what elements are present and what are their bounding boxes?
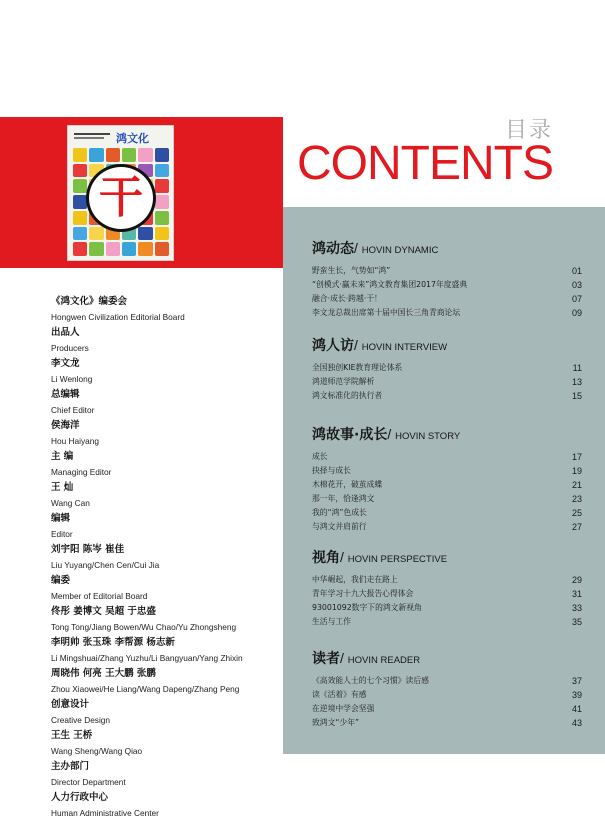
toc-entry-title: 鸿文标准化的执行者 [312, 391, 383, 400]
toc-entry-title: 《高效能人士的七个习惯》读后感 [312, 676, 429, 685]
toc-entry-page: 33 [571, 603, 582, 613]
toc-entry-page: 19 [571, 466, 582, 476]
section-title-zh: 鸿人访 [312, 338, 354, 354]
magazine-cover-image [67, 125, 174, 261]
toc-entry-list [312, 361, 582, 403]
toc-entry-page: 03 [571, 280, 582, 290]
toc-entry-page: 35 [571, 617, 582, 627]
credit-role-en: Zhou Xiaowei/He Liang/Wang Dapeng/Zhang Peng [51, 683, 240, 694]
toc-entry-page: 43 [571, 718, 582, 728]
toc-entry[interactable] [312, 292, 582, 306]
credit-role-en: Editor [51, 528, 73, 539]
section-title-en: HOVIN READER [347, 655, 421, 666]
toc-entry-title: 那一年，恰逢鸿文 [312, 494, 375, 503]
credit-role-zh: 主办部门 [51, 761, 90, 772]
toc-entry-title: 致鸿文“少年” [312, 718, 360, 727]
toc-entry-page: 21 [571, 480, 582, 490]
credit-role-zh: 编委 [51, 575, 71, 586]
credit-role-en: Managing Editor [51, 466, 112, 477]
section-title [312, 238, 582, 258]
section-title-divider: / [387, 426, 396, 442]
toc-section [312, 547, 582, 629]
credit-role-zh: 王 灿 [51, 482, 74, 493]
toc-entry-page: 13 [571, 377, 582, 387]
credit-role-zh: 侯海洋 [51, 420, 80, 431]
cover-fine-print [74, 133, 110, 135]
toc-entry-page: 01 [571, 266, 582, 276]
credit-role-en: Human Administrative Center [51, 807, 159, 818]
credit-role-en: Tong Tong/Jiang Bowen/Wu Chao/Yu Zhongsheng [51, 621, 237, 632]
credit-role-zh: 人力行政中心 [51, 792, 109, 803]
toc-entry-title: 在逆境中学会坚强 [312, 704, 375, 713]
credit-role-en: Chief Editor [51, 404, 95, 415]
toc-entry[interactable] [312, 464, 582, 478]
toc-entry[interactable] [312, 506, 582, 520]
credit-role-en: Hou Haiyang [51, 435, 99, 446]
toc-entry[interactable] [312, 520, 582, 534]
credit-role-en: Liu Yuyang/Chen Cen/Cui Jia [51, 559, 160, 570]
toc-entry[interactable] [312, 389, 582, 403]
toc-entry-title: 中华崛起，我们走在路上 [312, 575, 398, 584]
toc-entry-list [312, 674, 582, 730]
section-title-divider: / [340, 549, 348, 565]
editorial-credits [51, 294, 276, 821]
toc-heading-en: CONTENTS [297, 137, 553, 190]
toc-entry[interactable] [312, 264, 582, 278]
section-title-en: HOVIN DYNAMIC [361, 245, 439, 256]
toc-entry-page: 31 [571, 589, 582, 599]
section-title [312, 547, 582, 567]
toc-entry-title: 青年学习十九大报告心得体会 [312, 589, 414, 598]
credit-role-zh: 周晓伟 何亮 王大鹏 张鹏 [51, 668, 156, 679]
toc-entry-title: 生活与工作 [312, 617, 351, 626]
toc-entry-title: 与鸿文并肩前行 [312, 522, 367, 531]
section-title-zh: 鸿故事·成长 [312, 427, 388, 443]
toc-entry[interactable] [312, 278, 582, 292]
section-title [312, 335, 582, 355]
toc-entry-page: 29 [571, 575, 582, 585]
section-title-en: HOVIN STORY [395, 431, 461, 442]
toc-entry-page: 15 [571, 391, 582, 401]
section-title-divider: / [354, 240, 362, 256]
section-title-zh: 视角 [312, 550, 340, 566]
toc-entry[interactable] [312, 688, 582, 702]
toc-entry-title: 全国独创KIE教育理论体系 [312, 363, 403, 372]
toc-entry-title: 93001092数字下的鸿文新视角 [312, 603, 422, 612]
toc-entry-page: 25 [571, 508, 582, 518]
credit-role-en: Director Department [51, 776, 126, 787]
toc-entry-title: 抉择与成长 [312, 466, 351, 475]
toc-entry[interactable] [312, 587, 582, 601]
credit-role-en: Member of Editorial Board [51, 590, 148, 601]
toc-entry[interactable] [312, 573, 582, 587]
toc-entry-page: 27 [571, 522, 582, 532]
toc-entry-title: 鸿道师范学院解析 [312, 377, 375, 386]
credit-role-en: Wang Sheng/Wang Qiao [51, 745, 143, 756]
credit-role-en: Producers [51, 342, 89, 353]
toc-entry[interactable] [312, 615, 582, 629]
toc-entry-list [312, 573, 582, 629]
toc-entry-page: 37 [571, 676, 582, 686]
toc-entry[interactable] [312, 716, 582, 730]
toc-entry-title: 读《活着》有感 [312, 690, 367, 699]
credit-role-zh: 创意设计 [51, 699, 90, 710]
section-title-en: HOVIN PERSPECTIVE [347, 554, 448, 565]
toc-entry-title: “创模式·赢未来”鸿文教育集团2017年度盛典 [312, 280, 468, 289]
cover-glyph: 干 [99, 172, 143, 223]
toc-heading-zh: 目录 [504, 118, 553, 143]
toc-entry-title: 融合·成长·跨越·干！ [312, 294, 382, 303]
toc-panel [283, 207, 605, 754]
credit-role-en: Li Wenlong [51, 373, 93, 384]
toc-entry[interactable] [312, 361, 582, 375]
toc-entry-page: 23 [571, 494, 582, 504]
credit-role-zh: 李明帅 张玉珠 李帮源 杨志新 [51, 637, 175, 648]
toc-entry-title: 我的“鸿”色成长 [312, 508, 367, 517]
section-title [312, 648, 582, 668]
credit-role-en: Li Mingshuai/Zhang Yuzhu/Li Bangyuan/Yang Zhixin [51, 652, 243, 663]
credit-role-en: Hongwen Civilization Editorial Board [51, 311, 185, 322]
credit-role-en: Creative Design [51, 714, 111, 725]
toc-entry[interactable] [312, 478, 582, 492]
toc-section [312, 424, 582, 534]
credit-role-en: Wang Can [51, 497, 90, 508]
credit-role-zh: 李文龙 [51, 358, 80, 369]
toc-entry-title: 成长 [312, 452, 328, 461]
section-title [312, 424, 582, 444]
credit-role-zh: 《鸿文化》编委会 [51, 296, 128, 307]
section-title-zh: 鸿动态 [312, 241, 354, 257]
toc-section [312, 335, 582, 403]
credit-role-zh: 总编辑 [51, 389, 80, 400]
toc-entry-page: 17 [571, 452, 582, 462]
toc-entry-list [312, 450, 582, 534]
toc-entry-title: 木棉花开，破茧成蝶 [312, 480, 383, 489]
toc-entry[interactable] [312, 492, 582, 506]
section-title-divider: / [340, 650, 348, 666]
credit-role-zh: 主 编 [51, 451, 74, 462]
toc-section [312, 648, 582, 730]
toc-entry[interactable] [312, 306, 582, 320]
toc-entry-list [312, 264, 582, 320]
cover-masthead: 鸿文化 [116, 132, 149, 145]
toc-entry[interactable] [312, 375, 582, 389]
toc-entry-page: 09 [571, 308, 582, 318]
section-title-divider: / [354, 337, 362, 353]
credit-role-zh: 佟彤 姜博文 吴超 于忠盛 [51, 606, 156, 617]
credit-role-zh: 王生 王桥 [51, 730, 93, 741]
section-title-en: HOVIN INTERVIEW [361, 342, 448, 353]
credit-role-zh: 编辑 [51, 513, 71, 524]
toc-entry[interactable] [312, 674, 582, 688]
toc-entry-title: 李文龙总裁出席第十届中国长三角青商论坛 [312, 308, 461, 317]
cover-speech-bubble [86, 164, 156, 232]
toc-entry[interactable] [312, 601, 582, 615]
section-title-zh: 读者 [312, 651, 340, 667]
toc-entry[interactable] [312, 702, 582, 716]
toc-entry-page: 39 [571, 690, 582, 700]
toc-section [312, 238, 582, 320]
credit-role-zh: 刘宇阳 陈岑 崔佳 [51, 544, 125, 555]
toc-entry-page: 41 [571, 704, 582, 714]
toc-entry-title: 野蛮生长，气势如“鸿” [312, 266, 391, 275]
cover-fine-print-2 [74, 137, 104, 139]
credit-role-zh: 出品人 [51, 327, 80, 338]
toc-entry-page: 11 [572, 363, 582, 373]
toc-entry-page: 07 [571, 294, 582, 304]
toc-entry[interactable] [312, 450, 582, 464]
